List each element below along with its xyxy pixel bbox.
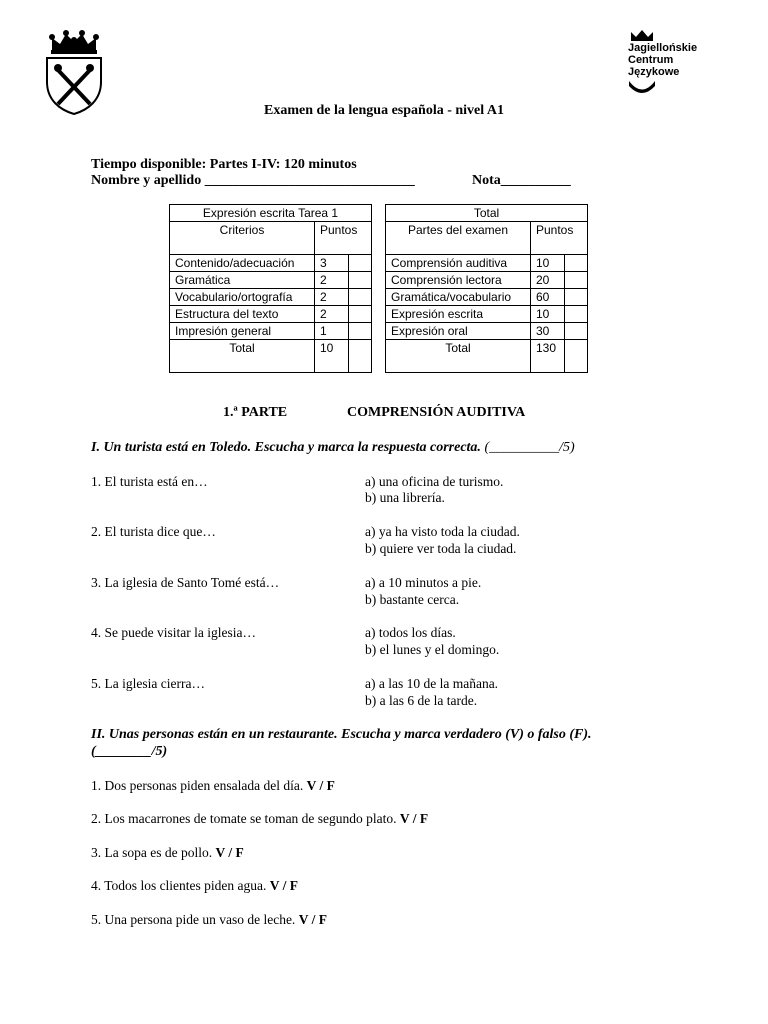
total-label: Total bbox=[170, 340, 315, 373]
answer-3b[interactable]: b) bastante cerca. bbox=[365, 592, 460, 607]
answer-2b[interactable]: b) quiere ver toda la ciudad. bbox=[365, 541, 517, 556]
statement-2 bbox=[91, 811, 428, 827]
statement-1 bbox=[91, 778, 335, 794]
statement-3-vf[interactable]: V / F bbox=[215, 845, 244, 860]
table-row bbox=[386, 289, 588, 306]
section-name: COMPRENSIÓN AUDITIVA bbox=[347, 405, 526, 420]
row-label: Gramática/vocabulario bbox=[386, 289, 531, 306]
row-value: 1 bbox=[315, 323, 349, 340]
writing-criteria-table bbox=[169, 204, 372, 373]
row-value: 3 bbox=[315, 255, 349, 272]
row-value: 60 bbox=[531, 289, 565, 306]
exercise-1-instructions: I. Un turista está en Toledo. Escucha y marca la respuesta correcta. bbox=[91, 440, 481, 455]
statement-5-vf[interactable]: V / F bbox=[298, 912, 327, 927]
statement-4-text: 4. Todos los clientes piden agua. bbox=[91, 878, 267, 893]
row-value: 30 bbox=[531, 323, 565, 340]
page-title: Examen de la lengua española - nivel A1 bbox=[264, 103, 504, 118]
score-cell[interactable] bbox=[348, 289, 371, 306]
table-row bbox=[386, 306, 588, 323]
statement-3 bbox=[91, 845, 244, 861]
small-crown-icon bbox=[630, 30, 654, 42]
row-label: Comprensión auditiva bbox=[386, 255, 531, 272]
statement-1-text: 1. Dos personas piden ensalada del día. bbox=[91, 778, 304, 793]
score-cell[interactable] bbox=[348, 323, 371, 340]
name-field[interactable]: Nombre y apellido ______________________________ bbox=[91, 173, 415, 188]
score-cell[interactable] bbox=[348, 255, 371, 272]
column-header: Puntos bbox=[315, 222, 372, 255]
total-value: 130 bbox=[531, 340, 565, 373]
column-header: Puntos bbox=[531, 222, 588, 255]
jcj-logo bbox=[628, 30, 708, 96]
question-5: 5. La iglesia cierra… bbox=[91, 676, 205, 691]
table-total-row bbox=[170, 340, 372, 373]
row-label: Gramática bbox=[170, 272, 315, 289]
exercise-1-points[interactable]: (__________/5) bbox=[480, 440, 575, 455]
statement-4 bbox=[91, 878, 298, 894]
row-label: Expresión oral bbox=[386, 323, 531, 340]
answer-4b[interactable]: b) el lunes y el domingo. bbox=[365, 642, 500, 657]
score-cell[interactable] bbox=[564, 272, 587, 289]
statement-4-vf[interactable]: V / F bbox=[269, 878, 299, 893]
column-header: Partes del examen bbox=[386, 222, 531, 255]
time-line: Tiempo disponible: Partes I-IV: 120 minutos bbox=[91, 157, 357, 172]
statement-3-text: 3. La sopa es de pollo. bbox=[91, 845, 213, 860]
section-part-label: 1.ª PARTE bbox=[223, 405, 288, 420]
row-value: 10 bbox=[531, 255, 565, 272]
column-header: Criterios bbox=[170, 222, 315, 255]
row-value: 2 bbox=[315, 272, 349, 289]
row-value: 20 bbox=[531, 272, 565, 289]
exercise-1-title bbox=[91, 440, 575, 456]
row-value: 2 bbox=[315, 289, 349, 306]
statement-1-vf[interactable]: V / F bbox=[306, 778, 335, 793]
answer-3a[interactable]: a) a 10 minutos a pie. bbox=[365, 575, 482, 590]
nota-field[interactable]: Nota__________ bbox=[472, 173, 571, 188]
score-cell[interactable] bbox=[564, 340, 587, 373]
exercise-2-title: II. Unas personas están en un restaurante. Escucha y marca verdadero (V) o falso (F). bbox=[91, 727, 592, 742]
statement-2-text: 2. Los macarrones de tomate se toman de segundo plato. bbox=[91, 811, 397, 826]
row-value: 10 bbox=[531, 306, 565, 323]
table-row bbox=[170, 255, 372, 272]
row-label: Estructura del texto bbox=[170, 306, 315, 323]
logo-line-2: Centrum bbox=[628, 54, 674, 66]
score-cell[interactable] bbox=[564, 289, 587, 306]
score-cell[interactable] bbox=[564, 255, 587, 272]
logo-line-3: Językowe bbox=[628, 66, 680, 78]
question-3: 3. La iglesia de Santo Tomé está… bbox=[91, 575, 280, 590]
table-row bbox=[170, 306, 372, 323]
answer-5a[interactable]: a) a las 10 de la mañana. bbox=[365, 676, 499, 691]
table-row bbox=[386, 272, 588, 289]
exercise-2-points[interactable]: (________/5) bbox=[91, 744, 168, 759]
score-cell[interactable] bbox=[348, 272, 371, 289]
score-cell[interactable] bbox=[348, 306, 371, 323]
row-label: Comprensión lectora bbox=[386, 272, 531, 289]
answer-5b[interactable]: b) a las 6 de la tarde. bbox=[365, 693, 478, 708]
statement-5 bbox=[91, 912, 327, 928]
table-header: Expresión escrita Tarea 1 bbox=[170, 205, 372, 222]
row-label: Vocabulario/ortografía bbox=[170, 289, 315, 306]
score-cell[interactable] bbox=[564, 323, 587, 340]
table-header: Total bbox=[386, 205, 588, 222]
answer-2a[interactable]: a) ya ha visto toda la ciudad. bbox=[365, 524, 520, 539]
table-row bbox=[386, 323, 588, 340]
answer-4a[interactable]: a) todos los días. bbox=[365, 625, 456, 640]
answer-1a[interactable]: a) una oficina de turismo. bbox=[365, 474, 504, 489]
question-2: 2. El turista dice que… bbox=[91, 524, 216, 539]
total-label: Total bbox=[386, 340, 531, 373]
row-value: 2 bbox=[315, 306, 349, 323]
score-cell[interactable] bbox=[564, 306, 587, 323]
exam-totals-table bbox=[385, 204, 588, 373]
row-label: Contenido/adecuación bbox=[170, 255, 315, 272]
statement-2-vf[interactable]: V / F bbox=[399, 811, 429, 826]
logo-line-1: Jagiellońskie bbox=[628, 42, 698, 54]
table-row bbox=[170, 289, 372, 306]
logo-wave-icon bbox=[628, 80, 656, 94]
table-row bbox=[170, 272, 372, 289]
table-row bbox=[386, 255, 588, 272]
answer-1b[interactable]: b) una librería. bbox=[365, 490, 445, 505]
row-label: Expresión escrita bbox=[386, 306, 531, 323]
table-total-row bbox=[386, 340, 588, 373]
statement-5-text: 5. Una persona pide un vaso de leche. bbox=[91, 912, 296, 927]
question-1: 1. El turista está en… bbox=[91, 474, 208, 489]
row-label: Impresión general bbox=[170, 323, 315, 340]
table-row bbox=[170, 323, 372, 340]
score-cell[interactable] bbox=[348, 340, 371, 373]
total-value: 10 bbox=[315, 340, 349, 373]
question-4: 4. Se puede visitar la iglesia… bbox=[91, 625, 256, 640]
